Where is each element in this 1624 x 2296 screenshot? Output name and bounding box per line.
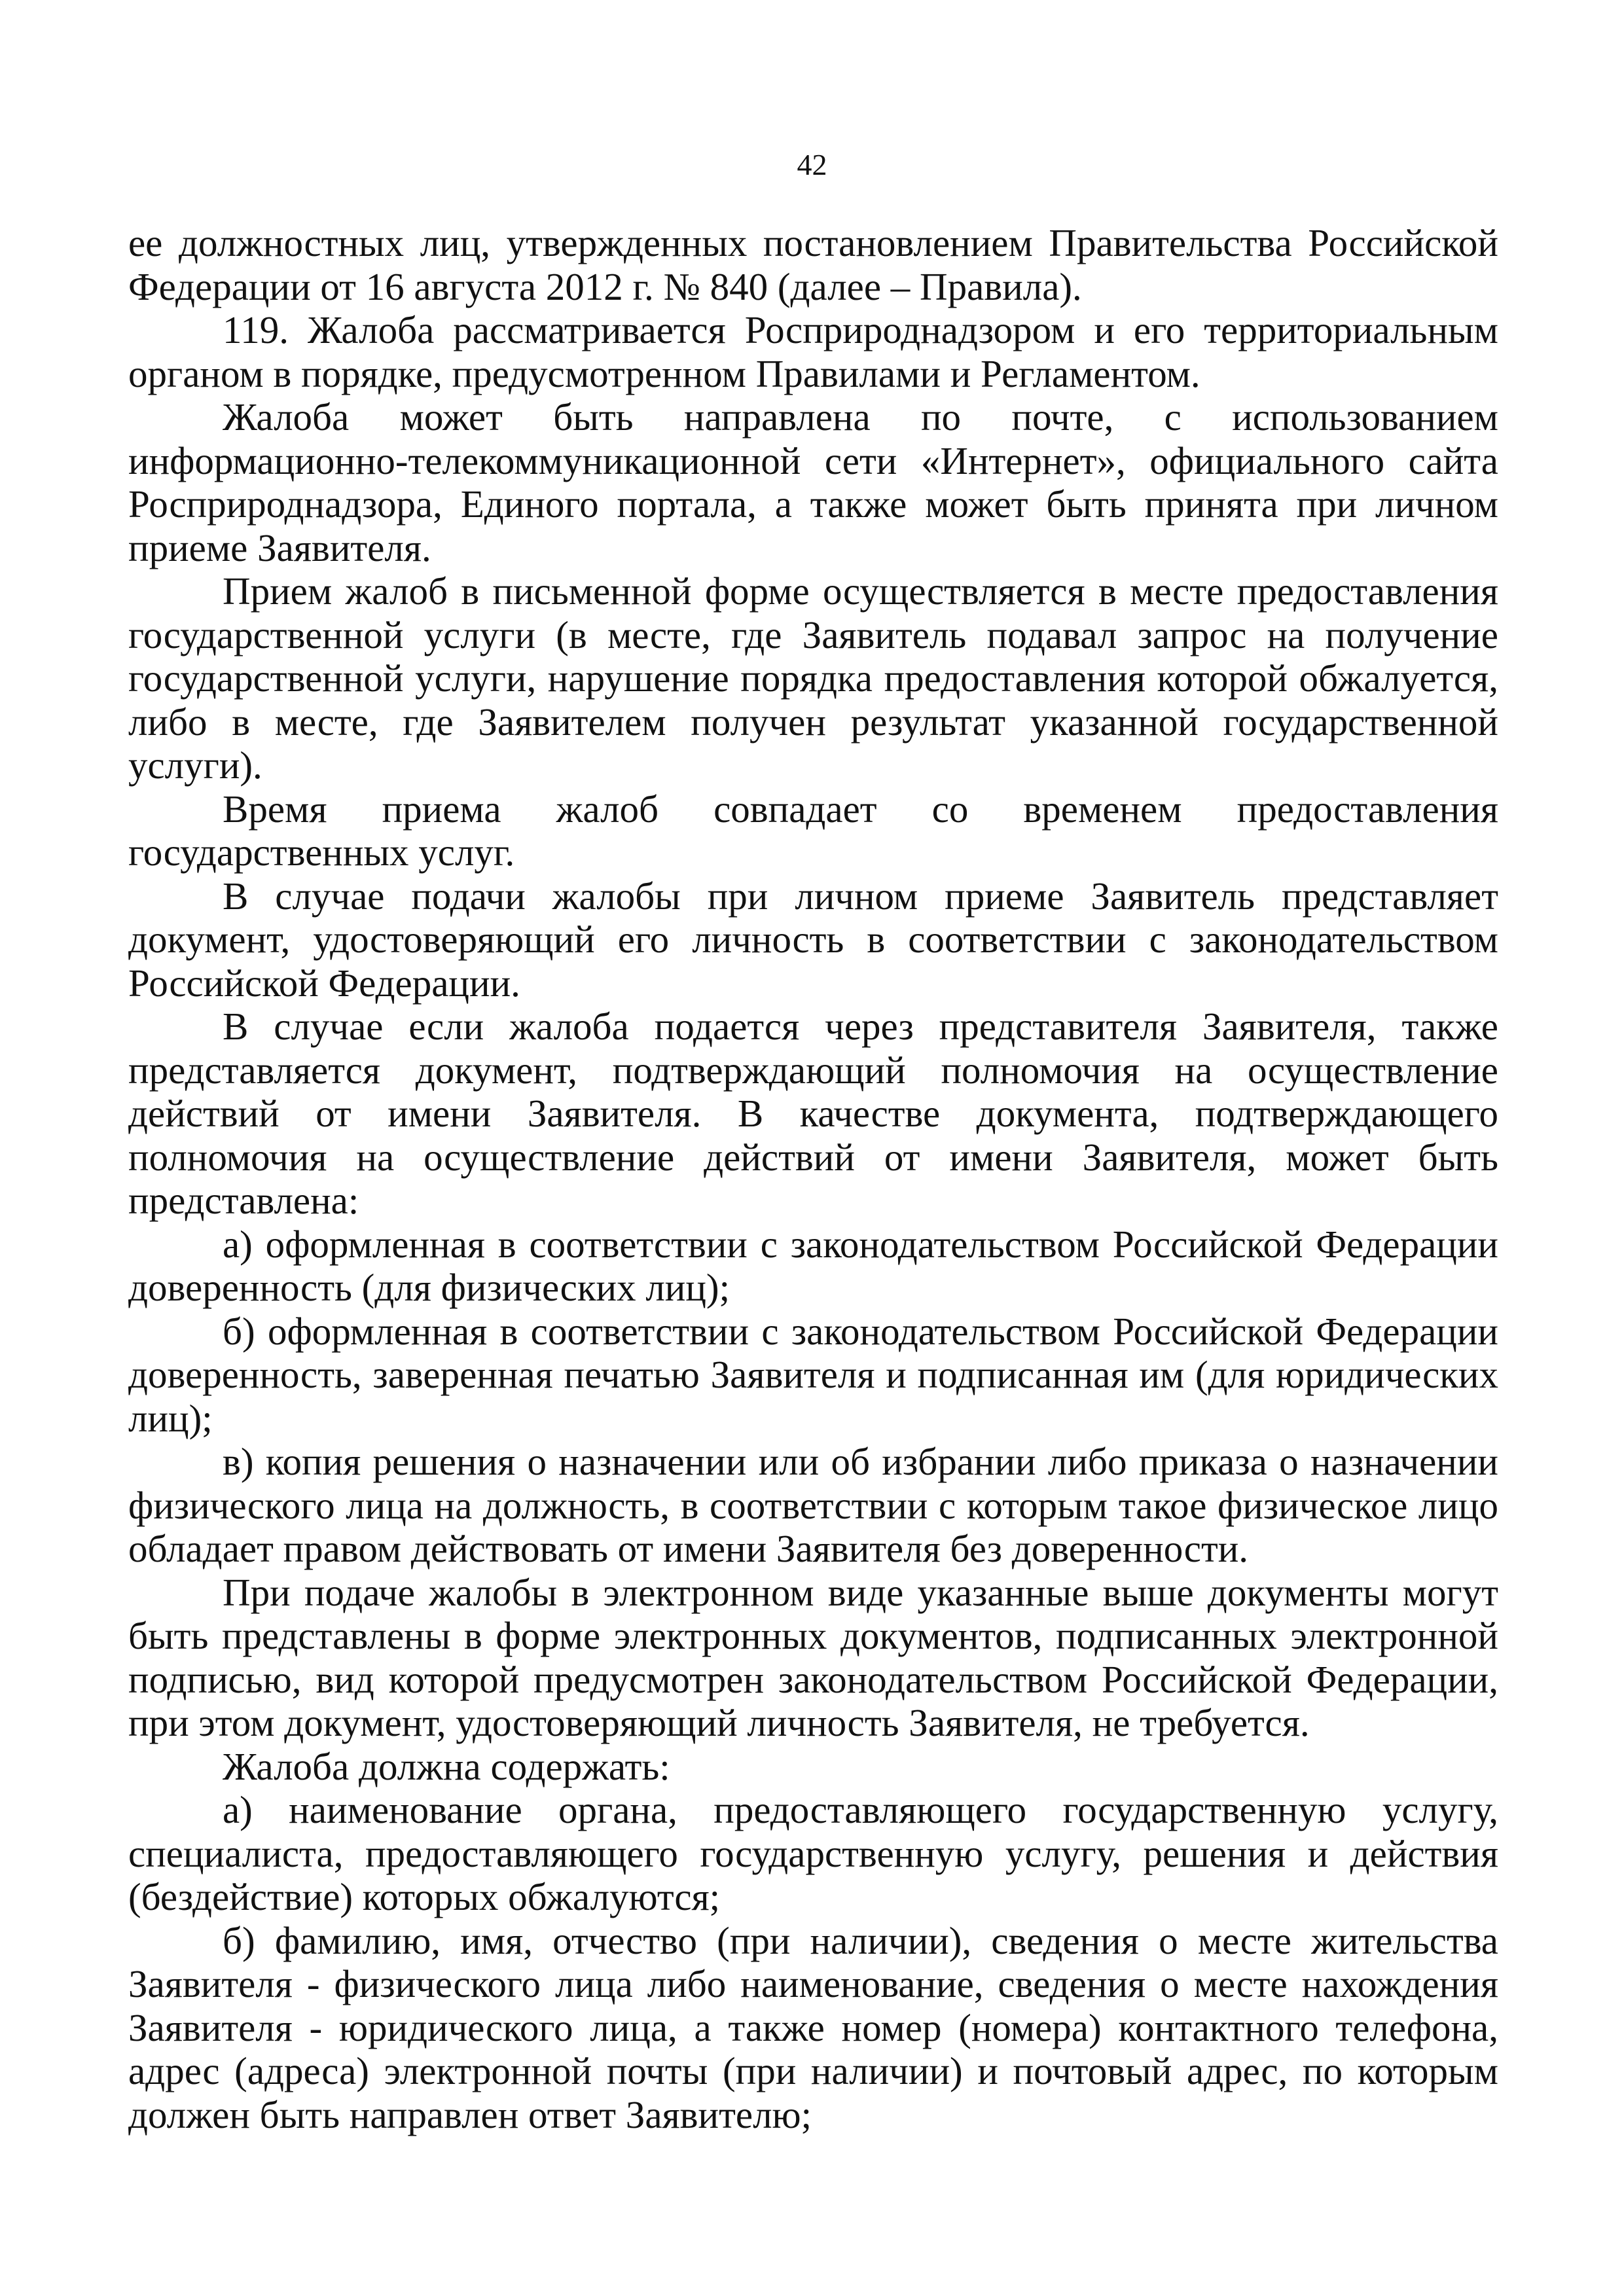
page-number: 42 bbox=[797, 148, 827, 181]
document-body bbox=[128, 221, 1498, 2136]
paragraph-complaint-contents: Жалоба должна содержать: bbox=[223, 1744, 670, 1788]
paragraph-electronic-submission: При подаче жалобы в электронном виде указанные выше документы могут быть представлены в форме электронных документов, подписанных электронной подписью, вид которой предусмотрен законодательством Российской Федерации, при этом документ, удостоверяющий личность Заявителя, не требуется. bbox=[128, 1570, 1498, 1744]
list-item-b-power-of-attorney-legal: б) оформленная в соответствии с законодательством Российской Федерации доверенность, заверенная печатью Заявителя и подписанная им (для юридических лиц); bbox=[128, 1309, 1498, 1440]
paragraph-submission-channels: Жалоба может быть направлена по почте, с использованием информационно-телекоммуникационной сети «Интернет», официального сайта Росприроднадзора, Единого портала, а также может быть принята при личном приеме Заявителя. bbox=[128, 395, 1498, 569]
paragraph-written-complaints: Прием жалоб в письменной форме осуществляется в месте предоставления государственной услуги (в месте, где Заявитель подавал запрос на получение государственной услуги, нарушение порядка предоставления которой обжалуется, либо в месте, где Заявителем получен результат указанной государственной услуги). bbox=[128, 569, 1498, 787]
list-item-b-applicant-details: б) фамилию, имя, отчество (при наличии), сведения о месте жительства Заявителя - физического лица либо наименование, сведения о месте нахождения Заявителя - юридического лица, а также номер (номера) контактного телефона, адрес (адреса) электронной почты (при наличии) и почтовый адрес, по которым должен быть направлен ответ Заявителю; bbox=[128, 1918, 1498, 2136]
list-item-c-appointment-copy: в) копия решения о назначении или об избрании либо приказа о назначении физического лица на должность, в соответствии с которым такое физическое лицо обладает правом действовать от имени Заявителя без доверенности. bbox=[128, 1440, 1498, 1570]
list-item-a-power-of-attorney: а) оформленная в соответствии с законодательством Российской Федерации доверенность (для физических лиц); bbox=[128, 1222, 1498, 1309]
paragraph-representative: В случае если жалоба подается через представителя Заявителя, также представляется документ, подтверждающий полномочия на осуществление действий от имени Заявителя. В качестве документа, подтверждающего полномочия на осуществление действий от имени Заявителя, может быть представлена: bbox=[128, 1005, 1498, 1222]
list-item-a-authority-name: а) наименование органа, предоставляющего государственную услугу, специалиста, предоставляющего государственную услугу, решения и действия (бездействие) которых обжалуются; bbox=[128, 1788, 1498, 1918]
paragraph-personal-reception: В случае подачи жалобы при личном приеме Заявитель представляет документ, удостоверяющий его личность в соответствии с законодательством Российской Федерации. bbox=[128, 874, 1498, 1005]
paragraph-continuation: ее должностных лиц, утвержденных постановлением Правительства Российской Федерации от 16 августа 2012 г. № 840 (далее – Правила). bbox=[128, 221, 1498, 308]
paragraph-reception-time: Время приема жалоб совпадает со временем предоставления государственных услуг. bbox=[128, 787, 1498, 874]
paragraph-119: 119. Жалоба рассматривается Росприроднадзором и его территориальным органом в порядке, предусмотренном Правилами и Регламентом. bbox=[128, 308, 1498, 395]
